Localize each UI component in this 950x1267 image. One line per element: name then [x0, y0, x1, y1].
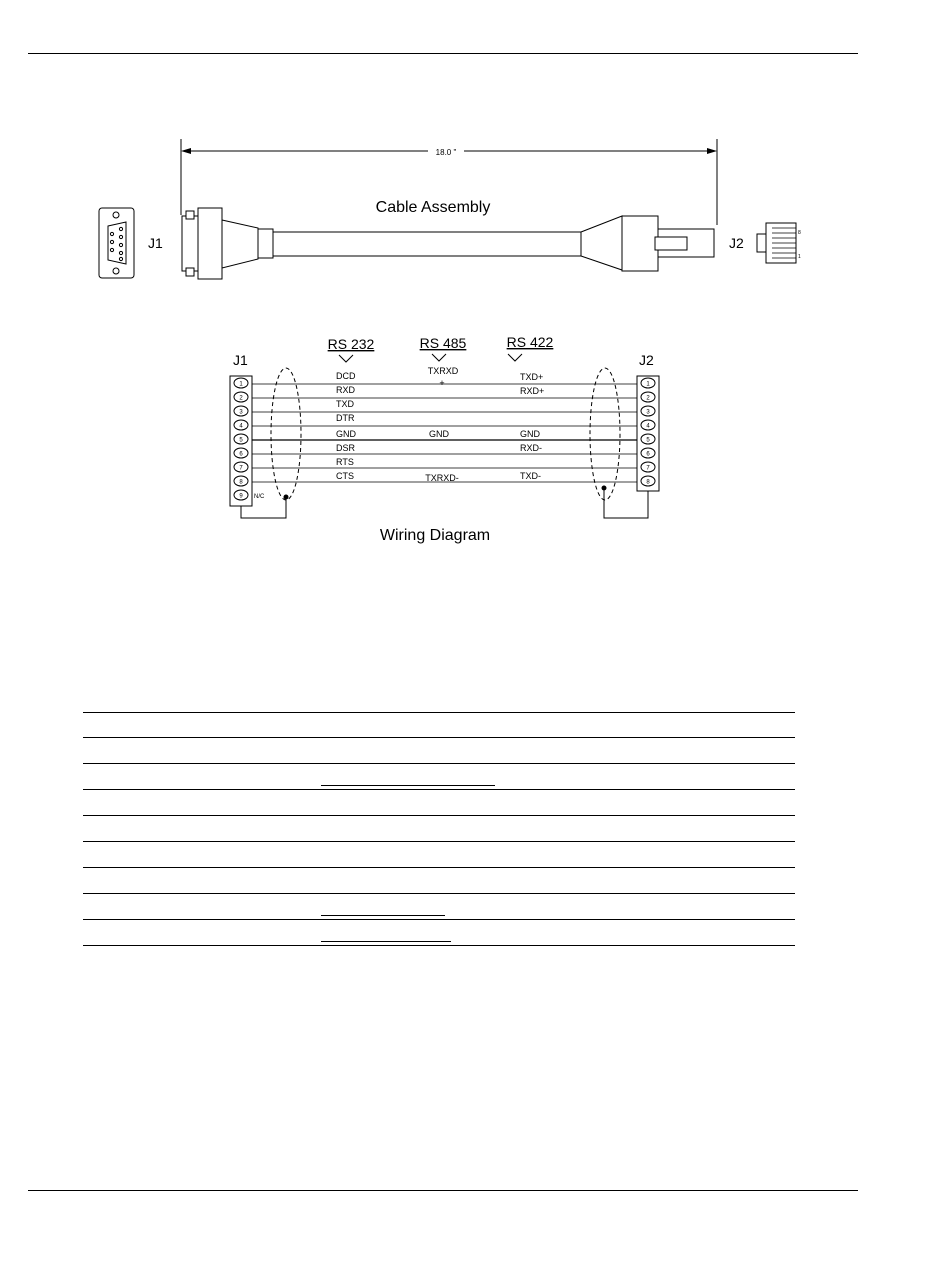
- j1-pin: [234, 476, 248, 486]
- j1-pin: [234, 392, 248, 402]
- j1-pin: [234, 378, 248, 388]
- table-row: [83, 816, 795, 842]
- footer-rule: [28, 1190, 858, 1191]
- wiring-diagram-title: Wiring Diagram: [379, 527, 491, 544]
- underline-mark: [321, 915, 445, 916]
- j2-shield: [590, 368, 620, 500]
- j2-pin-number: 5: [646, 437, 650, 444]
- rs485-signal: TXRXD: [427, 366, 459, 376]
- underline-mark: [321, 941, 451, 942]
- j1-pin: [234, 448, 248, 458]
- j2-pin: [641, 420, 655, 430]
- j1-pin: [234, 420, 248, 430]
- j2-pin-number: 7: [646, 465, 650, 472]
- cable-assembly: [99, 139, 801, 279]
- j2-pin: [641, 406, 655, 416]
- table-row: [83, 790, 795, 816]
- wiring-j1-label: J1: [233, 352, 248, 368]
- rs422-signal: TXD-: [520, 471, 541, 481]
- cable-j1-label: J1: [148, 235, 163, 251]
- j2-pin-number: 1: [646, 381, 650, 388]
- j1-pin9-nc-label: N/C: [254, 494, 265, 500]
- j1-pin-number: 8: [239, 479, 243, 486]
- j1-pin-number: 4: [239, 423, 243, 430]
- rj45-connector-side-icon: [581, 216, 714, 271]
- rs232-signal: RXD: [336, 385, 356, 395]
- cable-and-wiring-drawing: [0, 0, 950, 600]
- j1-shield: [271, 368, 301, 500]
- j1-pin-number: 2: [239, 395, 243, 402]
- table-row: [83, 738, 795, 764]
- j1-pin-number: 6: [239, 451, 243, 458]
- j2-pin: [641, 476, 655, 486]
- rs422-signal: GND: [520, 429, 540, 439]
- rs485-signals: [425, 366, 459, 483]
- j1-pin: [234, 490, 248, 500]
- table-row: [83, 868, 795, 894]
- cable-j2-label: J2: [729, 235, 744, 251]
- table-row: [83, 920, 795, 946]
- header-rs485: RS 485: [419, 335, 467, 351]
- rs232-signal: TXD: [336, 399, 354, 409]
- j2-pin-number: 3: [646, 409, 650, 416]
- cable-length-label: 18.0 ": [435, 148, 457, 157]
- j2-pin-number: 8: [646, 479, 650, 486]
- j1-pin: [234, 406, 248, 416]
- wiring-j2-label: J2: [639, 352, 654, 368]
- rs232-signal: RTS: [336, 457, 354, 467]
- rs485-signal: GND: [429, 429, 449, 439]
- db9-connector-side-icon: [182, 208, 273, 279]
- table-row: [83, 894, 795, 920]
- rs232-signal: GND: [336, 429, 356, 439]
- rj45-pin-8-label: 8: [798, 230, 801, 236]
- rs422-signal: RXD-: [520, 443, 542, 453]
- rs232-signal: CTS: [336, 471, 354, 481]
- empty-table: [83, 712, 795, 946]
- j1-pin-number: 1: [239, 381, 243, 388]
- j2-pin-number: 6: [646, 451, 650, 458]
- table-row: [83, 842, 795, 868]
- rs232-signal: DSR: [336, 443, 356, 453]
- cable-body: [273, 232, 581, 256]
- db9-connector-face-icon: [99, 208, 134, 278]
- rs232-signal: DTR: [336, 413, 355, 423]
- cable-assembly-title: Cable Assembly: [375, 199, 491, 216]
- j1-pin-number: 9: [239, 493, 243, 500]
- rs422-signal: TXD+: [520, 372, 544, 382]
- j2-pin: [641, 448, 655, 458]
- j2-pin-number: 2: [646, 395, 650, 402]
- j2-pin: [641, 378, 655, 388]
- j1-pin-number: 3: [239, 409, 243, 416]
- underline-mark: [321, 785, 495, 786]
- j2-pin: [641, 434, 655, 444]
- j2-pin: [641, 392, 655, 402]
- rs485-signal: +: [439, 378, 445, 388]
- j1-pin-number: 7: [239, 465, 243, 472]
- header-rs232: RS 232: [327, 336, 375, 352]
- rs232-signal: DCD: [336, 371, 356, 381]
- table-row: [83, 764, 795, 790]
- wiring-diagram: [230, 334, 659, 544]
- header-rs422: RS 422: [506, 334, 554, 350]
- rs422-signal: RXD+: [520, 386, 545, 396]
- table-row: [83, 712, 795, 738]
- j2-pin: [641, 462, 655, 472]
- rj45-pin-1-label: 1: [798, 254, 801, 260]
- j2-pin-number: 4: [646, 423, 650, 430]
- rs422-signals: [520, 372, 544, 481]
- j1-pin: [234, 462, 248, 472]
- j1-pin: [234, 434, 248, 444]
- j1-pin-number: 5: [239, 437, 243, 444]
- j1-pins: [234, 378, 248, 500]
- rs485-signal: TXRXD-: [425, 473, 459, 483]
- rj45-connector-face-icon: [757, 223, 796, 263]
